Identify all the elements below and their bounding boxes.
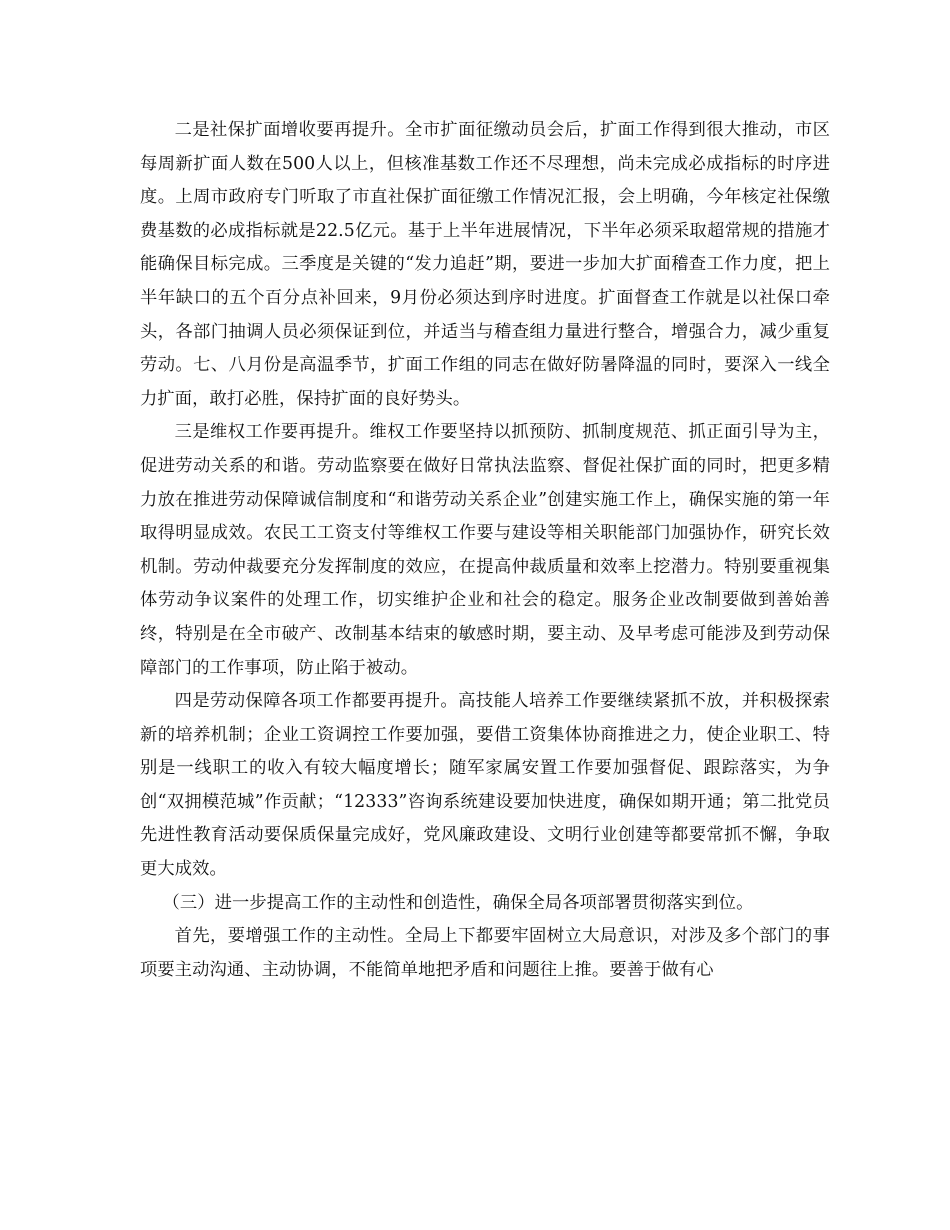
document-body bbox=[140, 114, 830, 987]
paragraph-initiative: 首先，要增强工作的主动性。全局上下都要牢固树立大局意识，对涉及多个部门的事项要主动沟通、主动协调，不能简单地把矛盾和问题往上推。要善于做有心 bbox=[140, 926, 830, 980]
paragraph-labor-security: 四是劳动保障各项工作都要再提升。高技能人培养工作要继续紧抓不放，并积极探索新的培养机制；企业工资调控工作要加强，要借工资集体协商推进之力，使企业职工、特别是一线职工的收入有较大幅度增长；随军家属安置工作要加强督促、跟踪落实，为争创“双拥模范城”作贡献；“12333”咨询系统建设要加快进度，确保如期开通；第二批党员先进性教育活动要保质保量完成好，党风廉政建设、文明行业创建等都要常抓不懈，争取更大成效。 bbox=[140, 691, 830, 880]
section-heading-three: （三）进一步提高工作的主动性和创造性，确保全局各项部署贯彻落实到位。 bbox=[162, 892, 754, 913]
paragraph-social-insurance: 二是社保扩面增收要再提升。全市扩面征缴动员会后，扩面工作得到很大推动，市区每周新扩面人数在500人以上，但核准基数工作还不尽理想，尚未完成必成指标的时序进度。上周市政府专门听取了市直社保扩面征缴工作情况汇报，会上明确，今年核定社保缴费基数的必成指标就是22.5亿元。基于上半年进展情况，下半年必须采取超常规的措施才能确保目标完成。三季度是关键的“发力追赶”期，要进一步加大扩面稽查工作力度，把上半年缺口的五个百分点补回来，9月份必须达到序时进度。扩面督查工作就是以社保口牵头，各部门抽调人员必须保证到位，并适当与稽查组力量进行整合，增强合力，减少重复劳动。七、八月份是高温季节，扩面工作组的同志在做好防暑降温的同时，要深入一线全力扩面，敢打必胜，保持扩面的良好势头。 bbox=[140, 120, 830, 409]
paragraph-rights-protection: 三是维权工作要再提升。维权工作要坚持以抓预防、抓制度规范、抓正面引导为主，促进劳动关系的和谐。劳动监察要在做好日常执法监察、督促社保扩面的同时，把更多精力放在推进劳动保障诚信制度和“和谐劳动关系企业”创建实施工作上，确保实施的第一年取得明显成效。农民工工资支付等维权工作要与建设等相关职能部门加强协作，研究长效机制。劳动仲裁要充分发挥制度的效应，在提高仲裁质量和效率上挖潜力。特别要重视集体劳动争议案件的处理工作，切实维护企业和社会的稳定。服务企业改制要做到善始善终，特别是在全市破产、改制基本结束的敏感时期，要主动、及早考虑可能涉及到劳动保障部门的工作事项，防止陷于被动。 bbox=[140, 422, 830, 678]
